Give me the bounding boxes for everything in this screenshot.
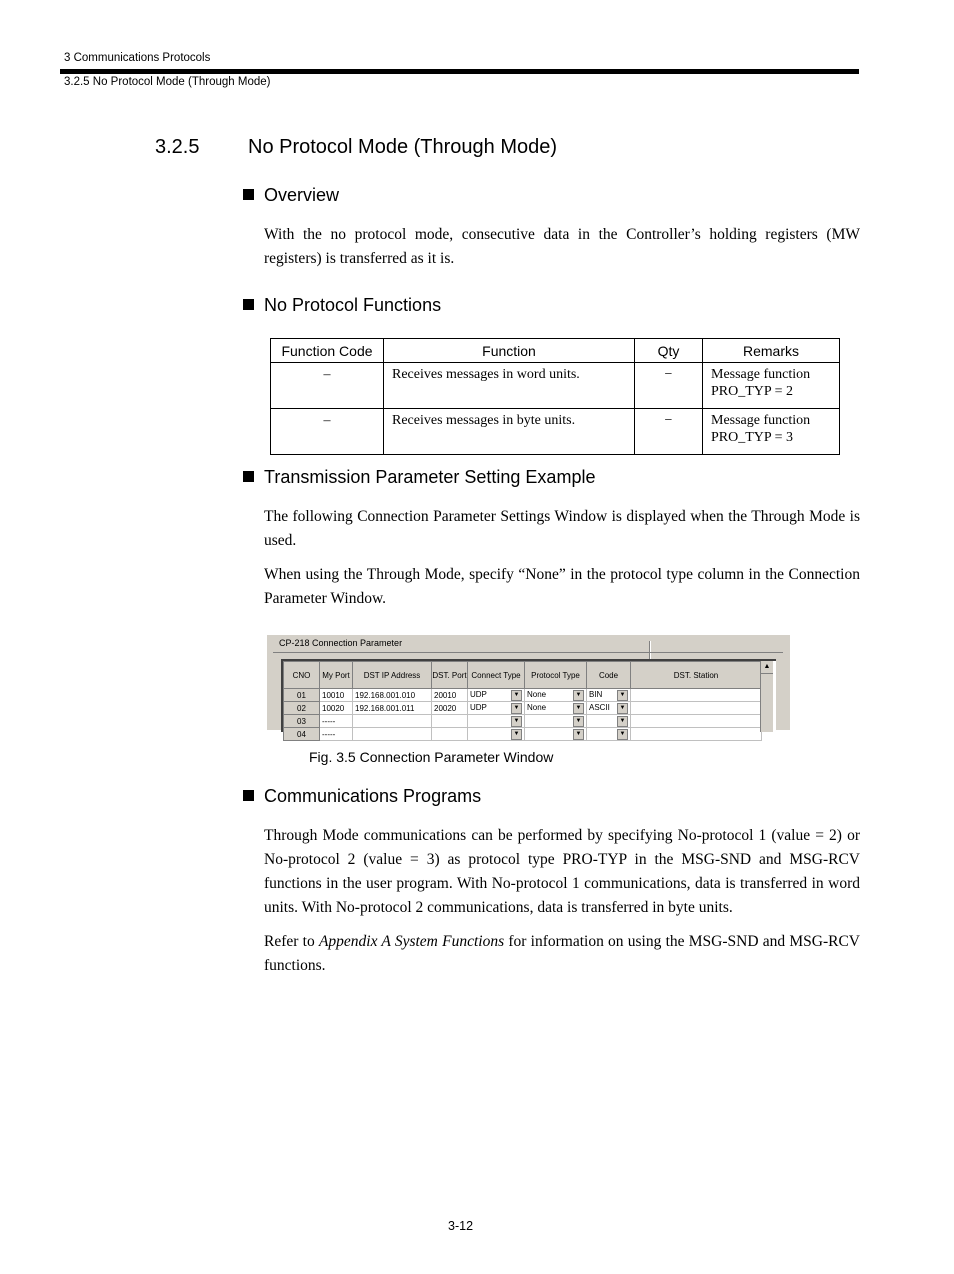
connection-parameter-window — [267, 635, 790, 739]
dst-port-cell[interactable]: 20020 — [432, 702, 468, 715]
bullet-square-icon — [243, 471, 254, 482]
protocol-type-select[interactable]: ▼ None — [525, 702, 587, 715]
running-header-section: 3.2.5 No Protocol Mode (Through Mode) — [64, 76, 271, 88]
column-header: Remarks — [703, 339, 840, 363]
dropdown-arrow-icon[interactable]: ▼ — [617, 716, 628, 727]
table-row — [271, 363, 840, 409]
programs-paragraph-2: Refer to Appendix A System Functions for information on using the MSG-SND and MSG-RCV functions. — [264, 933, 860, 974]
grid-column-header: DST. Station — [631, 662, 762, 689]
dropdown-arrow-icon[interactable]: ▼ — [511, 690, 522, 701]
cno-cell: 03 — [284, 715, 320, 728]
connect-type-select[interactable]: ▼ UDP — [468, 702, 525, 715]
title-underline — [273, 652, 783, 653]
column-header: Function — [384, 339, 635, 363]
grid-header-row — [284, 662, 762, 689]
connect-type-select[interactable]: ▼ UDP — [468, 689, 525, 702]
code-select[interactable]: ▼ ASCII — [587, 702, 631, 715]
figure-caption: Fig. 3.5 Connection Parameter Window — [309, 749, 554, 765]
my-port-cell[interactable]: 10020 — [320, 702, 353, 715]
qty-cell: − — [635, 363, 703, 409]
dropdown-arrow-icon[interactable]: ▼ — [617, 729, 628, 740]
parameter-grid — [281, 659, 776, 739]
grid-row[interactable] — [284, 715, 762, 728]
grid-column-header: CNO — [284, 662, 320, 689]
bullet-square-icon — [243, 790, 254, 801]
connect-type-select[interactable] — [468, 715, 525, 728]
bullet-square-icon — [243, 189, 254, 200]
dst-ip-cell[interactable] — [353, 715, 432, 728]
table-row — [271, 409, 840, 455]
dst-station-cell[interactable] — [631, 728, 762, 741]
qty-cell: − — [635, 409, 703, 455]
functions-table — [270, 338, 840, 455]
dropdown-arrow-icon[interactable]: ▼ — [573, 729, 584, 740]
header-rule — [60, 69, 859, 74]
section-title — [155, 136, 557, 159]
protocol-type-select[interactable] — [525, 715, 587, 728]
function-code-cell: – — [271, 363, 384, 409]
dst-port-cell[interactable] — [432, 715, 468, 728]
scroll-up-icon[interactable]: ▲ — [761, 661, 773, 674]
protocol-type-select[interactable]: ▼ None — [525, 689, 587, 702]
section-number: 3.2.5 — [155, 136, 200, 158]
overview-heading: Overview — [243, 185, 339, 206]
grid-column-header: My Port — [320, 662, 353, 689]
protocol-type-select[interactable] — [525, 728, 587, 741]
transmission-paragraph-1: The following Connection Parameter Settings Window is displayed when the Through Mode is used. — [264, 508, 860, 549]
grid-row[interactable] — [284, 689, 762, 702]
dropdown-arrow-icon[interactable]: ▼ — [573, 716, 584, 727]
remarks-cell: Message function PRO_TYP = 3 — [703, 409, 840, 455]
code-select[interactable]: ▼ BIN — [587, 689, 631, 702]
programs-heading: Communications Programs — [243, 786, 481, 807]
dropdown-arrow-icon[interactable]: ▼ — [573, 690, 584, 701]
dst-ip-cell[interactable]: 192.168.001.010 — [353, 689, 432, 702]
cno-cell: 04 — [284, 728, 320, 741]
dst-ip-cell[interactable]: 192.168.001.011 — [353, 702, 432, 715]
title-separator — [649, 641, 651, 659]
window-title: CP-218 Connection Parameter — [279, 638, 403, 648]
cno-cell: 01 — [284, 689, 320, 702]
function-cell: Receives messages in word units. — [384, 363, 635, 409]
dropdown-arrow-icon[interactable]: ▼ — [511, 703, 522, 714]
remarks-cell: Message function PRO_TYP = 2 — [703, 363, 840, 409]
code-select[interactable] — [587, 715, 631, 728]
dropdown-arrow-icon[interactable]: ▼ — [573, 703, 584, 714]
table-header-row — [271, 339, 840, 363]
my-port-cell[interactable]: ----- — [320, 728, 353, 741]
running-header-chapter: 3 Communications Protocols — [64, 52, 211, 64]
dst-port-cell[interactable] — [432, 728, 468, 741]
function-code-cell: – — [271, 409, 384, 455]
section-title-text: No Protocol Mode (Through Mode) — [248, 136, 558, 158]
page-number: 3-12 — [448, 1219, 474, 1233]
functions-heading: No Protocol Functions — [243, 295, 441, 316]
column-header: Qty — [635, 339, 703, 363]
grid-row[interactable] — [284, 728, 762, 741]
code-select[interactable] — [587, 728, 631, 741]
function-cell: Receives messages in byte units. — [384, 409, 635, 455]
dst-ip-cell[interactable] — [353, 728, 432, 741]
dropdown-arrow-icon[interactable]: ▼ — [617, 690, 628, 701]
dst-station-cell[interactable] — [631, 715, 762, 728]
cno-cell: 02 — [284, 702, 320, 715]
grid-column-header: Code — [587, 662, 631, 689]
overview-paragraph: With the no protocol mode, consecutive data in the Controller’s holding registers (MW registers) is transferred as it is. — [264, 226, 860, 267]
dst-station-cell[interactable] — [631, 702, 762, 715]
my-port-cell[interactable]: 10010 — [320, 689, 353, 702]
grid-column-header: Connect Type — [468, 662, 525, 689]
connect-type-select[interactable] — [468, 728, 525, 741]
grid-column-header: DST IP Address — [353, 662, 432, 689]
appendix-reference: Appendix A System Functions — [318, 933, 505, 950]
programs-paragraph-1: Through Mode communications can be performed by specifying No-protocol 1 (value = 2) or No-protocol 2 (value = 3) as protocol type PRO-TYP in the MSG-SND and MSG-RCV functions in the user program. With No-protocol 1 communications, data is transferred in word units. With No-protocol 2 communications, data is transferred in byte units. — [264, 827, 860, 916]
grid-column-header: Protocol Type — [525, 662, 587, 689]
dropdown-arrow-icon[interactable]: ▼ — [617, 703, 628, 714]
transmission-heading: Transmission Parameter Setting Example — [243, 467, 595, 488]
dropdown-arrow-icon[interactable]: ▼ — [511, 716, 522, 727]
dst-port-cell[interactable]: 20010 — [432, 689, 468, 702]
dst-station-cell[interactable] — [631, 689, 762, 702]
dropdown-arrow-icon[interactable]: ▼ — [511, 729, 522, 740]
my-port-cell[interactable]: ----- — [320, 715, 353, 728]
bullet-square-icon — [243, 299, 254, 310]
column-header: Function Code — [271, 339, 384, 363]
vertical-scrollbar[interactable] — [760, 661, 773, 732]
transmission-paragraph-2: When using the Through Mode, specify “None” in the protocol type column in the Connection Parameter Window. — [264, 566, 860, 607]
grid-column-header: DST. Port — [432, 662, 468, 689]
grid-row[interactable] — [284, 702, 762, 715]
